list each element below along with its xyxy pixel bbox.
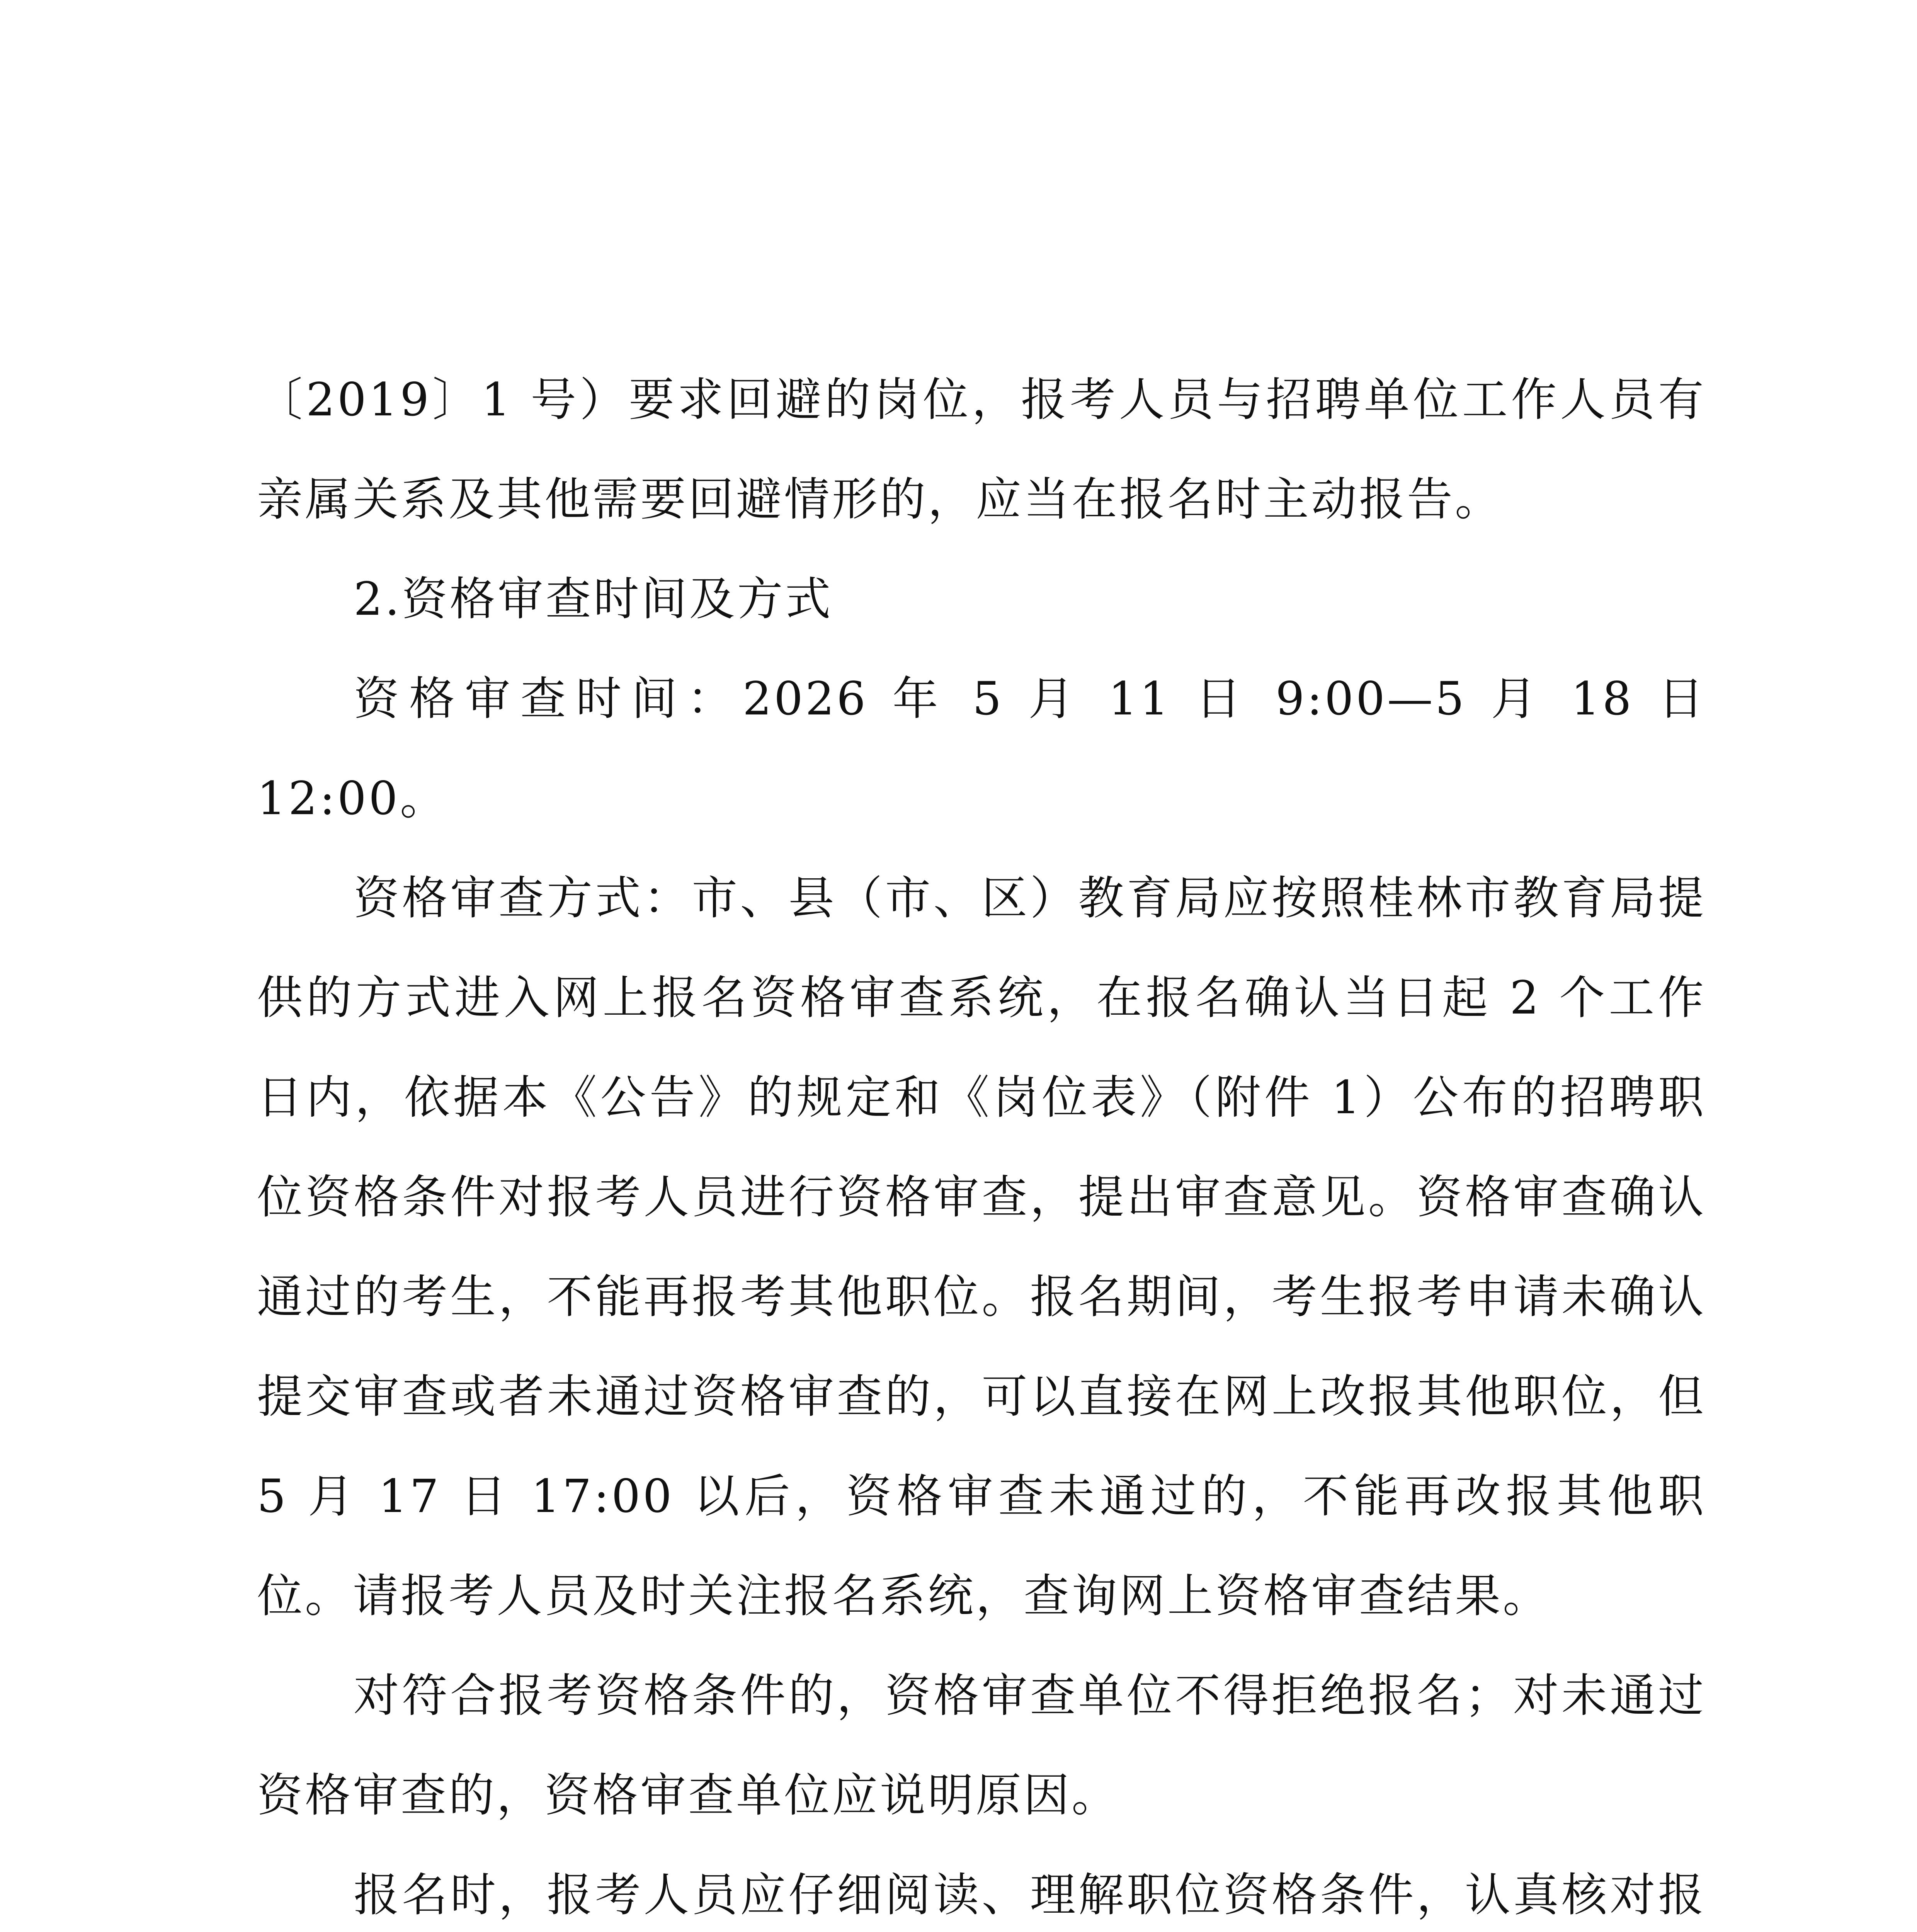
document-body: [257, 350, 1706, 1932]
paragraph-eligible-applicants: 对符合报考资格条件的，资格审查单位不得拒绝报名；对未通过资格审查的，资格审查单位应说明原因。: [257, 1669, 1706, 1822]
paragraph-review-method: 资格审查方式：市、县（市、区）教育局应按照桂林市教育局提供的方式进入网上报名资格审查系统，在报名确认当日起 2 个工作日内，依据本《公告》的规定和《岗位表》（附件 1）公布的招聘职位资格条件对报考人员进行资格审查，提出审查意见。资格审查确认通过的考生，不能再报考其他职位。报名期间，考生报考申请未确认提交审查或者未通过资格审查的，可以直接在网上改报其他职位，但 5 月 17 日 17:00 以后，资格审查未通过的，不能再改报其他职位。请报考人员及时关注报名系统，查询网上资格审查结果。: [257, 871, 1706, 1622]
paragraph-review-time: 资格审查时间：2026 年 5 月 11 日 9:00—5 月 18 日 12:00。: [257, 672, 1706, 825]
paragraph-recusal-continuation: 〔2019〕1 号）要求回避的岗位，报考人员与招聘单位工作人员有亲属关系及其他需要回避情形的，应当在报名时主动报告。: [257, 373, 1706, 526]
paragraph-applicant-responsibility: 报名时，报考人员应仔细阅读、理解职位资格条件，认真核对报: [354, 1868, 1706, 1922]
section-heading-qualification-review: 2.资格审查时间及方式: [354, 572, 833, 626]
